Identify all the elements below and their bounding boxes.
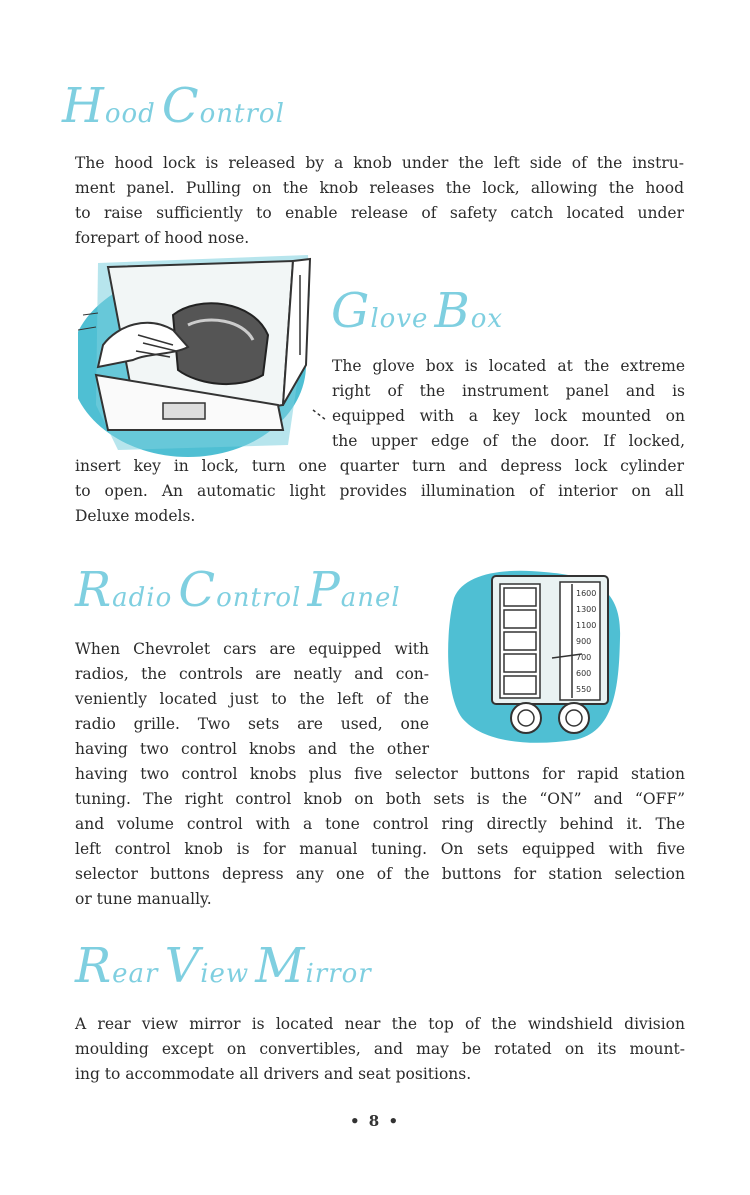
- radio-paragraph-narrow: [75, 637, 429, 762]
- glove-line-6: to open. An automatic light provides illumination of interior on all: [75, 482, 684, 500]
- heading-mirror-cap: M: [255, 938, 306, 994]
- heading-glove-box: [331, 283, 503, 339]
- dial-label-2: 1300: [576, 605, 597, 614]
- mirror-line-3: ing to accommodate all drivers and seat positions.: [75, 1065, 472, 1083]
- heading-radio-cap: R: [75, 562, 113, 618]
- heading-control-rest: ontrol: [199, 99, 285, 129]
- glove-line-4: the upper edge of the door. If locked,: [332, 432, 685, 450]
- glove-paragraph-wide: [75, 454, 684, 529]
- glove-line-2: right of the instrument panel and is: [332, 382, 685, 400]
- radio-line-9: left control knob is for manual tuning. On sets equipped with five: [75, 840, 685, 858]
- radio-line-6: having two control knobs plus five selector buttons for rapid station: [75, 765, 685, 783]
- dial-label-3: 1100: [576, 621, 597, 630]
- radio-paragraph-wide: [75, 762, 685, 912]
- hood-line-4: forepart of hood nose.: [75, 229, 250, 247]
- heading-glove-rest: love: [370, 304, 429, 334]
- glove-line-3: equipped with a key lock mounted on: [332, 407, 685, 425]
- dial-label-5: 700: [576, 653, 592, 662]
- heading-hood-control: [62, 78, 285, 134]
- heading-rear-cap: R: [75, 938, 113, 994]
- glove-line-1: The glove box is located at the extreme: [332, 357, 685, 375]
- glove-line-5: insert key in lock, turn one quarter turn and depress lock cylinder: [75, 457, 684, 475]
- dial-label-6: 600: [576, 669, 592, 678]
- page-number: • 8 •: [349, 1112, 401, 1130]
- hood-line-2: ment panel. Pulling on the knob releases the lock, allowing the hood: [75, 179, 684, 197]
- heading-rear-rest: ear: [112, 959, 159, 989]
- radio-panel-illustration: [444, 568, 624, 746]
- heading-box-rest: ox: [470, 304, 504, 334]
- heading-panel-cap: P: [307, 562, 341, 618]
- heading-view-cap: V: [164, 938, 201, 994]
- glove-paragraph-narrow: [332, 354, 685, 454]
- dial-label-4: 900: [576, 637, 592, 646]
- heading-hood-cap: H: [62, 78, 105, 134]
- radio-line-8: and volume control with a tone control ring directly behind it. The: [75, 815, 685, 833]
- heading-radio-control-panel: [75, 562, 401, 618]
- radio-line-10: selector buttons depress any one of the buttons for station selection: [75, 865, 685, 883]
- mirror-line-1: A rear view mirror is located near the top of the windshield division: [75, 1015, 685, 1033]
- radio-line-7: tuning. The right control knob on both sets is the “ON” and “OFF”: [75, 790, 685, 808]
- radio-right-knob: [559, 703, 589, 733]
- glove-box-illustration: [78, 255, 330, 460]
- mirror-line-2: moulding except on convertibles, and may be rotated on its mount-: [75, 1040, 685, 1058]
- heading-box-cap: B: [434, 283, 471, 339]
- mirror-paragraph: [75, 1012, 685, 1087]
- heading-control2-cap: C: [178, 562, 217, 618]
- glove-line-7: Deluxe models.: [75, 507, 196, 525]
- radio-line-5: having two control knobs and the other: [75, 740, 429, 758]
- radio-line-3: veniently located just to the left of the: [75, 690, 429, 708]
- heading-control2-rest: ontrol: [216, 583, 302, 613]
- heading-rear-view-mirror: [75, 938, 372, 994]
- dial-label-7: 550: [576, 685, 592, 694]
- heading-radio-rest: adio: [112, 583, 173, 613]
- heading-view-rest: iew: [200, 959, 250, 989]
- hood-line-1: The hood lock is released by a knob under the left side of the instru-: [75, 154, 684, 172]
- radio-line-11: or tune manually.: [75, 890, 212, 908]
- hood-line-3: to raise sufficiently to enable release of safety catch located under: [75, 204, 684, 222]
- radio-line-1: When Chevrolet cars are equipped with: [75, 640, 429, 658]
- heading-panel-rest: anel: [340, 583, 401, 613]
- radio-line-4: radio grille. Two sets are used, one: [75, 715, 429, 733]
- heading-mirror-rest: irror: [305, 959, 372, 989]
- radio-left-knob: [511, 703, 541, 733]
- radio-line-2: radios, the controls are neatly and con-: [75, 665, 429, 683]
- heading-glove-cap: G: [331, 283, 371, 339]
- heading-control-cap: C: [161, 78, 200, 134]
- dial-label-1: 1600: [576, 589, 597, 598]
- hood-paragraph: [75, 151, 684, 251]
- heading-hood-rest: ood: [104, 99, 156, 129]
